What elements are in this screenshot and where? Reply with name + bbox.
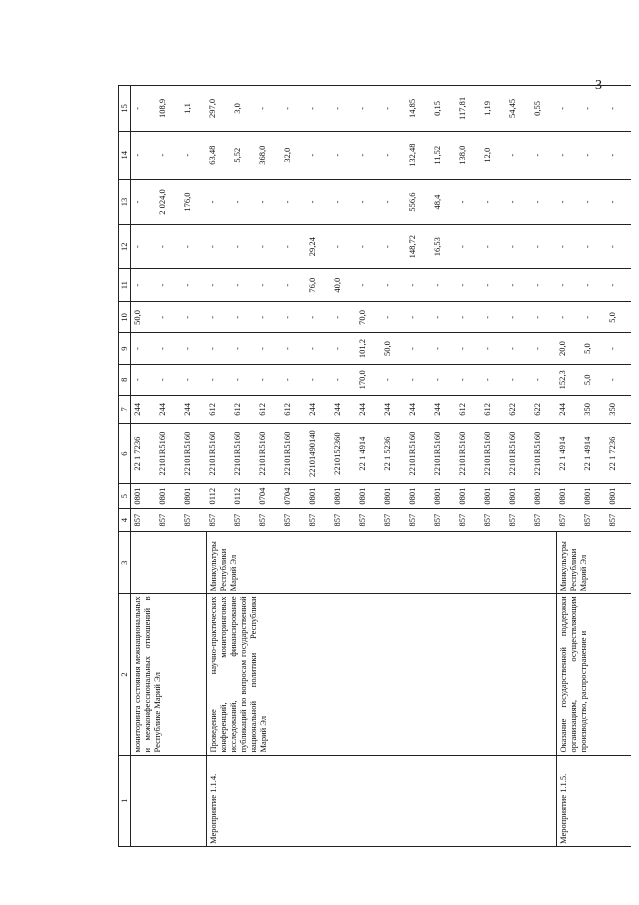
value-cell: 0801 — [506, 484, 531, 509]
value-cell: - — [356, 86, 381, 132]
value-cell: - — [556, 302, 581, 333]
value-cell: - — [406, 302, 431, 333]
value-cell: - — [181, 225, 206, 269]
value-cell: - — [331, 131, 356, 179]
value-cell: - — [306, 364, 331, 395]
value-cell: - — [456, 302, 481, 333]
value-cell: - — [381, 131, 406, 179]
value-cell: 170,0 — [356, 364, 381, 395]
value-cell: 857 — [156, 509, 181, 532]
value-cell: - — [506, 225, 531, 269]
value-cell: 132,48 — [406, 131, 431, 179]
value-cell: 857 — [406, 509, 431, 532]
value-cell: - — [506, 302, 531, 333]
value-cell: - — [456, 333, 481, 364]
value-cell: - — [381, 225, 406, 269]
value-cell: 0801 — [431, 484, 456, 509]
value-cell: 857 — [531, 509, 556, 532]
value-cell: 22 1 7236 — [606, 423, 631, 483]
value-cell: - — [481, 333, 506, 364]
column-number-header: 14 — [119, 131, 131, 179]
value-cell: - — [506, 269, 531, 302]
value-cell: 22101R5160 — [181, 423, 206, 483]
value-cell: 29,24 — [306, 225, 331, 269]
value-cell: 857 — [281, 509, 306, 532]
value-cell: - — [506, 131, 531, 179]
value-cell: - — [206, 179, 231, 225]
value-cell: 368,0 — [256, 131, 281, 179]
value-cell: 244 — [406, 395, 431, 423]
value-cell: - — [206, 302, 231, 333]
value-cell: 0801 — [581, 484, 606, 509]
value-cell: - — [356, 269, 381, 302]
value-cell: - — [281, 364, 306, 395]
value-cell: - — [606, 269, 631, 302]
column-number-header-row — [119, 86, 131, 847]
value-cell: 244 — [181, 395, 206, 423]
value-cell: 857 — [381, 509, 406, 532]
value-cell: 0112 — [206, 484, 231, 509]
column-number-header: 6 — [119, 423, 131, 483]
value-cell: - — [456, 364, 481, 395]
column-number-header: 1 — [119, 755, 131, 846]
value-cell: - — [431, 364, 456, 395]
value-cell: 244 — [431, 395, 456, 423]
table-row — [556, 86, 581, 847]
value-cell: - — [256, 225, 281, 269]
column-number-header: 8 — [119, 364, 131, 395]
value-cell: 22101R5160 — [206, 423, 231, 483]
column-number-header: 9 — [119, 333, 131, 364]
value-cell: 857 — [456, 509, 481, 532]
value-cell: 11,52 — [431, 131, 456, 179]
value-cell: - — [331, 364, 356, 395]
value-cell: 63,48 — [206, 131, 231, 179]
value-cell: 5,0 — [581, 333, 606, 364]
value-cell: 176,0 — [181, 179, 206, 225]
value-cell: 244 — [556, 395, 581, 423]
value-cell: - — [231, 179, 256, 225]
column-number-header: 13 — [119, 179, 131, 225]
value-cell: 622 — [506, 395, 531, 423]
value-cell: 22101490140 — [306, 423, 331, 483]
value-cell: - — [256, 302, 281, 333]
measure-name-cell: Оказание государственной поддержки организациям, осуществляющим производство, распространение и — [556, 594, 631, 755]
value-cell: 0112 — [231, 484, 256, 509]
value-cell: 22 1 4914 — [356, 423, 381, 483]
column-number-header: 5 — [119, 484, 131, 509]
value-cell: - — [506, 364, 531, 395]
value-cell: 22 1 4914 — [581, 423, 606, 483]
value-cell: 857 — [356, 509, 381, 532]
value-cell: 244 — [156, 395, 181, 423]
value-cell: - — [131, 225, 157, 269]
value-cell: - — [481, 269, 506, 302]
value-cell: - — [256, 179, 281, 225]
value-cell: 622 — [531, 395, 556, 423]
value-cell: - — [131, 333, 157, 364]
value-cell: - — [581, 269, 606, 302]
value-cell: - — [506, 333, 531, 364]
value-cell: - — [606, 364, 631, 395]
value-cell: - — [331, 179, 356, 225]
value-cell: 22101R5160 — [531, 423, 556, 483]
value-cell: 50,0 — [131, 302, 157, 333]
value-cell: 0801 — [181, 484, 206, 509]
value-cell: 0,55 — [531, 86, 556, 132]
value-cell: - — [431, 302, 456, 333]
value-cell: 16,53 — [431, 225, 456, 269]
value-cell: - — [431, 333, 456, 364]
value-cell: - — [131, 269, 157, 302]
value-cell: 22 1 7236 — [131, 423, 157, 483]
value-cell: - — [556, 131, 581, 179]
value-cell: 857 — [506, 509, 531, 532]
value-cell: 3,0 — [231, 86, 256, 132]
measure-name-cell: мониторинга состояния межнациональных и межконфессиональных отношений в Республике Марий Эл — [131, 594, 207, 755]
value-cell: 148,72 — [406, 225, 431, 269]
value-cell: 244 — [356, 395, 381, 423]
measure-name-cell: Проведение научно-практических конференций, мониторинговых исследований, финансирование публикаций по вопросам государственной национальной политики Республики Марий Эл — [206, 594, 556, 755]
value-cell: 612 — [256, 395, 281, 423]
value-cell: - — [406, 364, 431, 395]
value-cell: 857 — [206, 509, 231, 532]
value-cell: 857 — [231, 509, 256, 532]
value-cell: - — [331, 333, 356, 364]
value-cell: 22101R5160 — [156, 423, 181, 483]
value-cell: - — [581, 225, 606, 269]
value-cell: - — [531, 364, 556, 395]
value-cell: 244 — [381, 395, 406, 423]
value-cell: 0801 — [156, 484, 181, 509]
value-cell: - — [256, 86, 281, 132]
value-cell: - — [331, 86, 356, 132]
value-cell: - — [206, 333, 231, 364]
value-cell: 2210152360 — [331, 423, 356, 483]
value-cell: - — [306, 179, 331, 225]
value-cell: 857 — [331, 509, 356, 532]
value-cell: - — [281, 333, 306, 364]
value-cell: - — [281, 269, 306, 302]
column-number-header: 2 — [119, 594, 131, 755]
value-cell: 857 — [181, 509, 206, 532]
value-cell: - — [131, 364, 157, 395]
value-cell: 612 — [481, 395, 506, 423]
value-cell: 22 1 5236 — [381, 423, 406, 483]
value-cell: - — [181, 302, 206, 333]
value-cell: - — [306, 302, 331, 333]
value-cell: 0801 — [481, 484, 506, 509]
value-cell: 1,1 — [181, 86, 206, 132]
value-cell: - — [456, 269, 481, 302]
value-cell: 22101R5160 — [481, 423, 506, 483]
value-cell: - — [606, 225, 631, 269]
value-cell: - — [231, 364, 256, 395]
table-body — [131, 86, 632, 847]
page-number: 3 — [595, 78, 602, 93]
value-cell: - — [431, 269, 456, 302]
value-cell: - — [281, 86, 306, 132]
value-cell: - — [281, 225, 306, 269]
value-cell: 22101R5160 — [231, 423, 256, 483]
value-cell: 297,0 — [206, 86, 231, 132]
column-number-header: 7 — [119, 395, 131, 423]
column-number-header: 12 — [119, 225, 131, 269]
value-cell: - — [481, 364, 506, 395]
value-cell: 50,0 — [381, 333, 406, 364]
value-cell: 556,6 — [406, 179, 431, 225]
value-cell: 612 — [456, 395, 481, 423]
value-cell: - — [531, 333, 556, 364]
value-cell: - — [156, 225, 181, 269]
value-cell: 0801 — [556, 484, 581, 509]
value-cell: 0801 — [331, 484, 356, 509]
value-cell: - — [256, 333, 281, 364]
value-cell: - — [481, 225, 506, 269]
value-cell: - — [181, 131, 206, 179]
table-row — [206, 86, 231, 847]
executor-cell — [131, 532, 207, 594]
value-cell: - — [156, 302, 181, 333]
value-cell: - — [456, 179, 481, 225]
value-cell: 857 — [556, 509, 581, 532]
value-cell: - — [406, 269, 431, 302]
value-cell: 244 — [131, 395, 157, 423]
value-cell: - — [406, 333, 431, 364]
value-cell: - — [256, 269, 281, 302]
value-cell: 22101R5160 — [406, 423, 431, 483]
value-cell: 857 — [481, 509, 506, 532]
value-cell: 0704 — [281, 484, 306, 509]
value-cell: - — [131, 131, 157, 179]
value-cell: 2 024,0 — [156, 179, 181, 225]
value-cell: - — [356, 225, 381, 269]
value-cell: - — [331, 302, 356, 333]
value-cell: 0801 — [306, 484, 331, 509]
measure-code-cell: Мероприятие 1.1.5. — [556, 755, 631, 846]
value-cell: 857 — [431, 509, 456, 532]
value-cell: - — [381, 302, 406, 333]
value-cell: - — [306, 333, 331, 364]
value-cell: - — [231, 269, 256, 302]
value-cell: 5,0 — [606, 302, 631, 333]
value-cell: 0704 — [256, 484, 281, 509]
value-cell: 0,15 — [431, 86, 456, 132]
measure-code-cell — [131, 755, 207, 846]
value-cell: 14,85 — [406, 86, 431, 132]
budget-table — [118, 85, 631, 847]
column-number-header: 15 — [119, 86, 131, 132]
value-cell: - — [156, 333, 181, 364]
value-cell: 5,0 — [581, 364, 606, 395]
value-cell: 20,0 — [556, 333, 581, 364]
value-cell: 857 — [256, 509, 281, 532]
value-cell: 22101R5160 — [256, 423, 281, 483]
column-number-header: 4 — [119, 509, 131, 532]
value-cell: - — [581, 179, 606, 225]
value-cell: 70,0 — [356, 302, 381, 333]
value-cell: - — [281, 302, 306, 333]
value-cell: - — [331, 225, 356, 269]
value-cell: 12,0 — [481, 131, 506, 179]
value-cell: - — [131, 86, 157, 132]
value-cell: 612 — [231, 395, 256, 423]
value-cell: 138,0 — [456, 131, 481, 179]
value-cell: 22101R5160 — [456, 423, 481, 483]
value-cell: - — [506, 179, 531, 225]
value-cell: - — [231, 333, 256, 364]
value-cell: 612 — [281, 395, 306, 423]
value-cell: 101,2 — [356, 333, 381, 364]
value-cell: - — [531, 225, 556, 269]
value-cell: - — [381, 179, 406, 225]
value-cell: - — [481, 302, 506, 333]
value-cell: - — [606, 179, 631, 225]
value-cell: 5,52 — [231, 131, 256, 179]
value-cell: - — [456, 225, 481, 269]
value-cell: 48,4 — [431, 179, 456, 225]
value-cell: - — [156, 364, 181, 395]
value-cell: 0801 — [406, 484, 431, 509]
value-cell: - — [481, 179, 506, 225]
value-cell: - — [356, 131, 381, 179]
value-cell: - — [231, 302, 256, 333]
value-cell: - — [281, 179, 306, 225]
value-cell: - — [381, 86, 406, 132]
value-cell: - — [581, 86, 606, 132]
value-cell: 32,0 — [281, 131, 306, 179]
value-cell: 857 — [131, 509, 157, 532]
value-cell: 152,3 — [556, 364, 581, 395]
value-cell: - — [556, 86, 581, 132]
value-cell: 244 — [306, 395, 331, 423]
value-cell: - — [606, 333, 631, 364]
value-cell: - — [606, 131, 631, 179]
value-cell: 244 — [331, 395, 356, 423]
value-cell: 76,0 — [306, 269, 331, 302]
value-cell: 0801 — [356, 484, 381, 509]
executor-cell: Минкультуры Республики Марий Эл — [206, 532, 556, 594]
measure-code-cell: Мероприятие 1.1.4. — [206, 755, 556, 846]
value-cell: 350 — [581, 395, 606, 423]
value-cell: 857 — [306, 509, 331, 532]
value-cell: - — [381, 364, 406, 395]
value-cell: - — [131, 179, 157, 225]
value-cell: 108,9 — [156, 86, 181, 132]
value-cell: - — [156, 131, 181, 179]
value-cell: 0801 — [606, 484, 631, 509]
value-cell: - — [556, 225, 581, 269]
value-cell: - — [556, 179, 581, 225]
table-row — [131, 86, 157, 847]
value-cell: - — [531, 179, 556, 225]
value-cell: - — [581, 302, 606, 333]
value-cell: 22101R5160 — [431, 423, 456, 483]
value-cell: - — [606, 86, 631, 132]
value-cell: 1,19 — [481, 86, 506, 132]
value-cell: - — [356, 179, 381, 225]
value-cell: - — [206, 364, 231, 395]
value-cell: - — [181, 333, 206, 364]
value-cell: 22 1 4914 — [556, 423, 581, 483]
value-cell: 22101R5160 — [281, 423, 306, 483]
value-cell: - — [256, 364, 281, 395]
value-cell: 0801 — [456, 484, 481, 509]
rotated-page-body — [118, 85, 617, 847]
value-cell: 350 — [606, 395, 631, 423]
value-cell: - — [581, 131, 606, 179]
value-cell: 0801 — [131, 484, 157, 509]
value-cell: 0801 — [531, 484, 556, 509]
value-cell: - — [181, 364, 206, 395]
value-cell: - — [306, 131, 331, 179]
value-cell: - — [381, 269, 406, 302]
value-cell: - — [181, 269, 206, 302]
value-cell: - — [156, 269, 181, 302]
value-cell: 612 — [206, 395, 231, 423]
value-cell: - — [556, 269, 581, 302]
column-number-header: 10 — [119, 302, 131, 333]
value-cell: 40,0 — [331, 269, 356, 302]
value-cell: 857 — [581, 509, 606, 532]
value-cell: 117,81 — [456, 86, 481, 132]
value-cell: - — [231, 225, 256, 269]
value-cell: - — [531, 302, 556, 333]
value-cell: - — [206, 225, 231, 269]
value-cell: - — [306, 86, 331, 132]
column-number-header: 11 — [119, 269, 131, 302]
value-cell: 0801 — [381, 484, 406, 509]
value-cell: 54,45 — [506, 86, 531, 132]
value-cell: - — [531, 269, 556, 302]
column-number-header: 3 — [119, 532, 131, 594]
value-cell: 857 — [606, 509, 631, 532]
value-cell: - — [206, 269, 231, 302]
value-cell: - — [531, 131, 556, 179]
executor-cell: Минкультуры Республики Марий Эл — [556, 532, 631, 594]
value-cell: 22101R5160 — [506, 423, 531, 483]
